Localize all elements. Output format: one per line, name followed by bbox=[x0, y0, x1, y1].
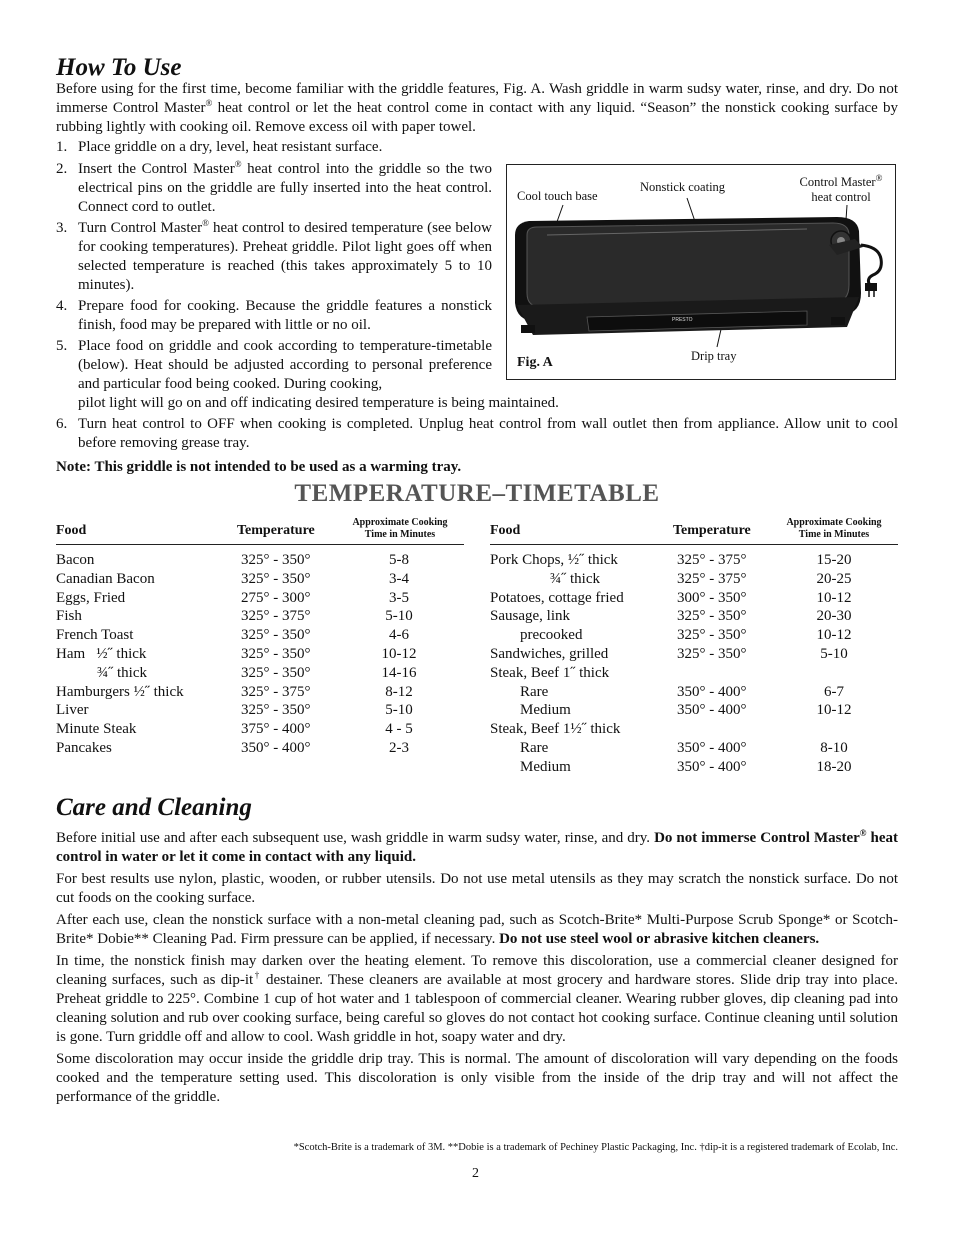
table-row bbox=[56, 720, 464, 739]
time-cell: 8-10 bbox=[820, 739, 848, 756]
temperature-cell: 275° - 300° bbox=[241, 589, 311, 606]
temperature-cell: 350° - 400° bbox=[677, 683, 747, 700]
temperature-cell: 350° - 400° bbox=[241, 739, 311, 756]
care-paragraph-2: For best results use nylon, plastic, wooden, or rubber utensils. Do not use metal utensils as they may scratch the nonstick surface. Do not cut foods on the cooking surface. bbox=[56, 871, 898, 906]
time-cell: 4 - 5 bbox=[385, 721, 413, 738]
food-cell: Fish bbox=[56, 608, 82, 625]
table-row bbox=[56, 570, 464, 589]
table-row bbox=[490, 626, 898, 645]
temperature-cell: 375° - 400° bbox=[241, 721, 311, 738]
food-cell: ¾˝ thick bbox=[97, 664, 147, 681]
care-paragraph-5: Some discoloration may occur inside the griddle drip tray. This is normal. The amount of discoloration will vary depending on the foods cooked and the temperature setting used. This discoloration is only visible from the inside of the drip tray and will not affect the performance of the griddle. bbox=[56, 1051, 898, 1105]
care-heading: Care and Cleaning bbox=[56, 794, 252, 821]
temperature-cell: 325° - 350° bbox=[241, 627, 311, 644]
food-cell: Medium bbox=[520, 758, 571, 775]
table-row bbox=[490, 683, 898, 702]
temperature-cell: 325° - 350° bbox=[241, 645, 311, 662]
trademark-footnote: *Scotch-Brite is a trademark of 3M. **Dobie is a trademark of Pechiney Plastic Packaging, Inc. †dip-it is a registered trademark of Ecolab, Inc. bbox=[293, 1142, 898, 1153]
temperature-cell: 325° - 375° bbox=[241, 683, 311, 700]
food-cell: precooked bbox=[520, 627, 583, 644]
temperature-cell: 325° - 375° bbox=[677, 570, 747, 587]
table-row bbox=[490, 570, 898, 589]
time-cell: 15-20 bbox=[816, 552, 852, 568]
table-row bbox=[490, 720, 898, 739]
food-cell: Liver bbox=[56, 702, 89, 719]
food-cell: ¾˝ thick bbox=[550, 570, 600, 587]
temperature-cell: 325° - 350° bbox=[677, 627, 747, 644]
time-cell: 5-10 bbox=[385, 702, 413, 719]
label-cool-touch-base: Cool touch base bbox=[517, 189, 598, 203]
food-cell: Eggs, Fried bbox=[56, 589, 126, 606]
time-cell: 3-5 bbox=[389, 589, 409, 606]
table-row bbox=[56, 645, 464, 664]
timetable-left-rows bbox=[56, 545, 464, 758]
col-temperature: Temperature bbox=[237, 523, 315, 538]
care-paragraph-1: Before initial use and after each subsequent use, wash griddle in warm sudsy water, rinse, and dry. Do not immerse Control Master® heat control in water or let it come in contact with any liquid. bbox=[56, 828, 899, 865]
brand-logo: PRESTO bbox=[672, 317, 693, 323]
time-cell: 5-10 bbox=[385, 608, 413, 625]
table-row bbox=[56, 607, 464, 626]
step-4: 4. Prepare food for cooking. Because the griddle features a nonstick finish, food may be prepared with little or no oil. bbox=[56, 298, 492, 333]
food-cell: Rare bbox=[520, 683, 549, 700]
warming-tray-note: Note: This griddle is not intended to be used as a warming tray. bbox=[56, 459, 462, 475]
col-food: Food bbox=[490, 523, 521, 538]
time-cell: 10-12 bbox=[816, 702, 852, 719]
col-temperature: Temperature bbox=[673, 523, 751, 538]
food-cell: Bacon bbox=[56, 552, 95, 568]
food-cell: Steak, Beef 1˝ thick bbox=[490, 664, 610, 681]
table-row bbox=[56, 739, 464, 758]
time-cell: 14-16 bbox=[381, 664, 417, 681]
time-cell: 4-6 bbox=[389, 627, 409, 644]
time-cell: 20-25 bbox=[816, 570, 852, 587]
temperature-cell: 350° - 400° bbox=[677, 702, 747, 719]
table-row bbox=[490, 664, 898, 683]
step-5: 5. Place food on griddle and cook according to temperature-timetable (below). Heat should be adjusted according to personal preference and particular food being cooked. During cooking, pilot light will go on and off indicating desired temperature is being maintained. bbox=[56, 338, 559, 411]
label-nonstick-coating: Nonstick coating bbox=[640, 180, 726, 194]
step-3: 3. Turn Control Master® heat control to desired temperature (see below for cooking temperatures). Preheat griddle. Pilot light goes off when selected temperature is reached (this takes approximately 5 to 10 minutes). bbox=[56, 218, 492, 293]
step-2: 2. Insert the Control Master® heat control into the griddle so the two electrical pins on the griddle are fully inserted into the heat control. Connect cord to outlet. bbox=[56, 159, 493, 215]
timetable-title: TEMPERATURE–TIMETABLE bbox=[294, 480, 660, 507]
label-control-master: Control Master® heat control bbox=[799, 172, 883, 204]
time-cell: 20-30 bbox=[816, 608, 852, 625]
time-cell: 18-20 bbox=[816, 758, 852, 775]
figure-a bbox=[506, 164, 896, 380]
table-row bbox=[56, 701, 464, 720]
timetable-right-rows bbox=[490, 545, 898, 777]
table-row bbox=[490, 758, 898, 777]
table-row bbox=[56, 589, 464, 608]
fig-a-label: Fig. A bbox=[517, 355, 553, 370]
griddle-illustration bbox=[507, 165, 895, 379]
table-row bbox=[490, 739, 898, 758]
col-time: Approximate Cooking Time in Minutes bbox=[786, 517, 882, 540]
label-drip-tray: Drip tray bbox=[691, 349, 737, 363]
time-cell: 10-12 bbox=[816, 589, 852, 606]
timetable-right-header bbox=[490, 516, 898, 545]
food-cell: Hamburgers ½˝ thick bbox=[56, 683, 184, 700]
table-row bbox=[56, 683, 464, 702]
temperature-cell: 325° - 350° bbox=[241, 552, 311, 568]
temperature-cell: 325° - 350° bbox=[241, 570, 311, 587]
time-cell: 10-12 bbox=[816, 627, 852, 644]
food-cell: Steak, Beef 1½˝ thick bbox=[490, 721, 621, 738]
table-row bbox=[56, 664, 464, 683]
food-cell: Sandwiches, grilled bbox=[490, 645, 609, 662]
temperature-cell: 325° - 350° bbox=[241, 702, 311, 719]
how-to-use-heading: How To Use bbox=[56, 54, 182, 81]
time-cell: 3-4 bbox=[389, 570, 409, 587]
col-time: Approximate Cooking Time in Minutes bbox=[352, 517, 448, 540]
table-row bbox=[490, 645, 898, 664]
care-paragraph-4: In time, the nonstick finish may darken over the heating element. To remove this discoloration, use a commercial cleaner designed for cleaning surfaces, such as dip-it† destainer. These cleaners are available at most grocery and hardware stores. Slide drip tray into place. Preheat griddle to 225°. Combine 1 cup of hot water and 1 tablespoon of commercial cleaner. Wearing rubber gloves, dip cleaning pad into cleaning solution and rub over cooking surface, being careful so gloves do not contact hot cooking surface. Continue cleaning until solution is gone. Turn griddle off and allow to cool. Wash griddle in hot, soapy water and dry. bbox=[56, 953, 899, 1045]
temperature-cell: 325° - 350° bbox=[677, 645, 747, 662]
temperature-cell: 325° - 350° bbox=[677, 608, 747, 625]
food-cell: Rare bbox=[520, 739, 549, 756]
time-cell: 5-10 bbox=[820, 645, 848, 662]
table-row bbox=[490, 589, 898, 608]
time-cell: 8-12 bbox=[385, 683, 413, 700]
temperature-cell: 325° - 350° bbox=[241, 664, 311, 681]
food-cell: Pancakes bbox=[56, 739, 112, 756]
food-cell: French Toast bbox=[56, 627, 134, 644]
temperature-cell: 350° - 400° bbox=[677, 758, 747, 775]
food-cell: Medium bbox=[520, 702, 571, 719]
food-cell: Pork Chops, ½˝ thick bbox=[490, 552, 618, 568]
food-cell: Potatoes, cottage fried bbox=[490, 589, 624, 606]
food-cell: Canadian Bacon bbox=[56, 570, 155, 587]
time-cell: 5-8 bbox=[389, 552, 409, 568]
timetable-right bbox=[490, 516, 898, 777]
intro-paragraph: Before using for the first time, become familiar with the griddle features, Fig. A. Wash griddle in warm sudsy water, rinse, and dry. Do not immerse Control Master® heat control or let the heat control come in contact with any liquid. “Season” the nonstick cooking surface by rubbing lightly with cooking oil. Remove excess oil with paper towel. bbox=[56, 81, 898, 135]
food-cell: Ham ½˝ thick bbox=[56, 645, 147, 662]
food-cell: Minute Steak bbox=[56, 721, 137, 738]
food-cell: Sausage, link bbox=[490, 608, 570, 625]
col-food: Food bbox=[56, 523, 87, 538]
table-row bbox=[490, 551, 898, 570]
temperature-cell: 325° - 375° bbox=[241, 608, 311, 625]
page-number: 2 bbox=[472, 1166, 479, 1181]
table-row bbox=[56, 551, 464, 570]
table-row bbox=[490, 607, 898, 626]
temperature-cell: 300° - 350° bbox=[677, 589, 747, 606]
care-section bbox=[56, 793, 898, 1110]
step-6: 6. Turn heat control to OFF when cooking is completed. Unplug heat control from wall outlet then from appliance. Allow unit to cool before removing grease tray. bbox=[56, 416, 898, 451]
temperature-cell: 350° - 400° bbox=[677, 739, 747, 756]
time-cell: 6-7 bbox=[824, 683, 844, 700]
time-cell: 10-12 bbox=[381, 645, 417, 662]
timetable-left-header bbox=[56, 516, 464, 545]
step-1: 1. Place griddle on a dry, level, heat resistant surface. bbox=[56, 139, 383, 155]
table-row bbox=[56, 626, 464, 645]
care-paragraph-3: After each use, clean the nonstick surface with a non-metal cleaning pad, such as Scotch-Brite* Multi-Purpose Scrub Sponge* or Scotch-Brite* Dobie** Cleaning Pad. Firm pressure can be applied, if necessary. Do not use steel wool or abrasive kitchen cleaners. bbox=[56, 912, 898, 947]
table-row bbox=[490, 701, 898, 720]
time-cell: 2-3 bbox=[389, 739, 409, 756]
timetable-left bbox=[56, 516, 464, 758]
temperature-cell: 325° - 375° bbox=[677, 552, 747, 568]
